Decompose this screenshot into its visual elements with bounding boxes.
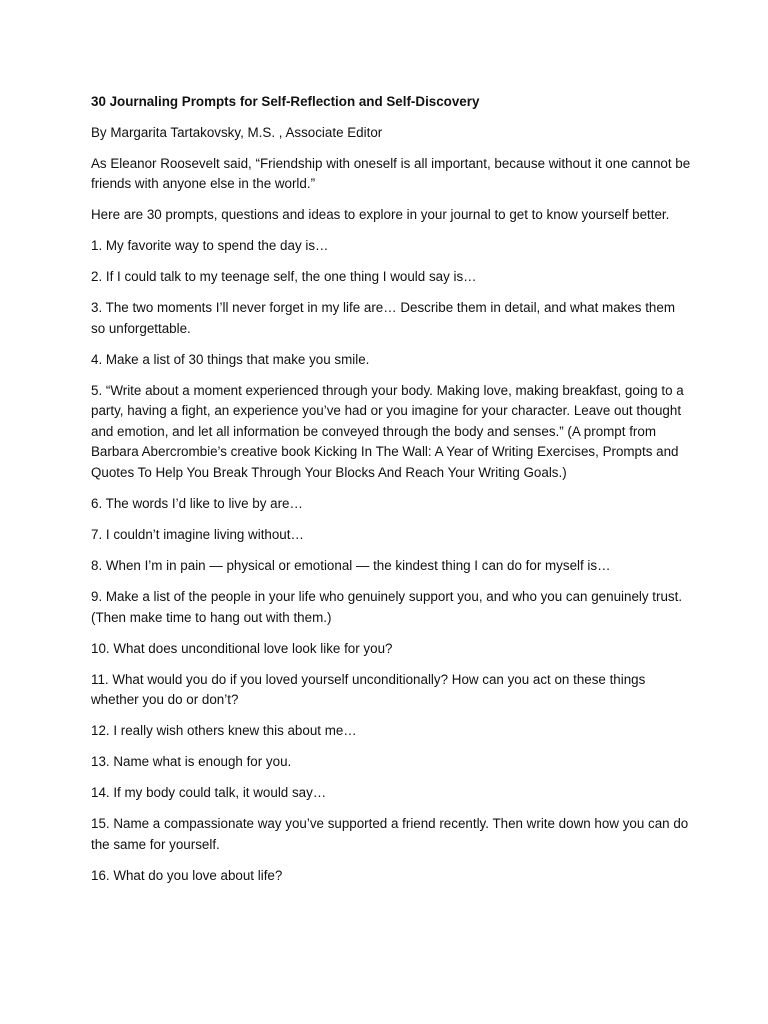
prompt-item: 10. What does unconditional love look like for you? xyxy=(91,640,393,656)
document-title: 30 Journaling Prompts for Self-Reflection and Self-Discovery xyxy=(91,94,480,109)
document-page xyxy=(91,92,691,897)
prompt-item: 13. Name what is enough for you. xyxy=(91,754,292,770)
intro-quote: As Eleanor Roosevelt said, “Friendship with oneself is all important, because without it one cannot be friends with anyone else in the world.” xyxy=(91,155,691,192)
prompt-item: 9. Make a list of the people in your life who genuinely support you, and who you can genuinely trust. (Then make time to hang out with them.) xyxy=(91,588,683,625)
prompt-item: 16. What do you love about life? xyxy=(91,867,283,883)
prompt-item: 4. Make a list of 30 things that make you smile. xyxy=(91,351,370,367)
prompt-item: 8. When I’m in pain — physical or emotional — the kindest thing I can do for myself is… xyxy=(91,558,611,573)
prompt-item: 14. If my body could talk, it would say… xyxy=(91,785,327,801)
prompt-item: 15. Name a compassionate way you’ve supported a friend recently. Then write down how you can do the same for yourself. xyxy=(91,816,689,852)
prompt-item: 7. I couldn’t imagine living without… xyxy=(91,527,304,543)
prompt-item: 3. The two moments I’ll never forget in my life are… Describe them in detail, and what makes them so unforgettable. xyxy=(91,300,675,336)
intro-paragraph: Here are 30 prompts, questions and ideas to explore in your journal to get to know yourself better. xyxy=(91,207,670,223)
prompt-item: 12. I really wish others knew this about me… xyxy=(91,723,357,739)
prompt-item: 1. My favorite way to spend the day is… xyxy=(91,238,329,254)
prompt-item: 11. What would you do if you loved yourself unconditionally? How can you act on these things whether you do or don’t? xyxy=(91,671,646,708)
prompt-item: 5. “Write about a moment experienced through your body. Making love, making breakfast, going to a party, having a fight, an experience you’ve had or you imagine for your character. Leave out thought and emotion, and let all information be conveyed through the body and senses.” (A prompt from Barbara Abercrombie’s creative book Kicking In The Wall: A Year of Writing Exercises, Prompts and Quotes To Help You Break Through Your Blocks And Reach Your Writing Goals.) xyxy=(91,382,684,481)
byline: By Margarita Tartakovsky, M.S. , Associate Editor xyxy=(91,124,383,140)
prompt-item: 6. The words I’d like to live by are… xyxy=(91,496,303,512)
prompt-item: 2. If I could talk to my teenage self, the one thing I would say is… xyxy=(91,269,477,285)
